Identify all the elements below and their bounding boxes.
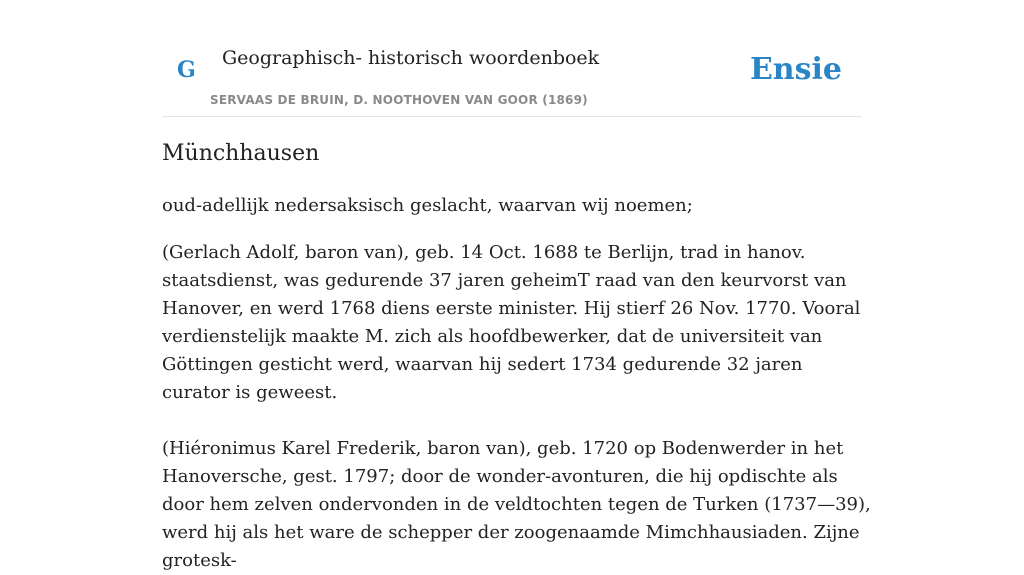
letter-badge[interactable]: G <box>177 57 196 83</box>
entry-title: Münchhausen <box>162 141 320 166</box>
entry-paragraph: (Hiéronimus Karel Frederik, baron van), geb. 1720 op Bodenwerder in het Hanoversche, gest. 1797; door de wonder-avonturen, die hij opdischte als door hem zelven ondervonden in de veldtochten tegen de Turken (1737—39), werd hij als het ware de schepper der zoogenaamde Mimchhausiaden. Zijne grotesk- <box>162 438 871 571</box>
book-authors: SERVAAS DE BRUIN, D. NOOTHOVEN VAN GOOR (1869) <box>210 93 588 107</box>
entry-content <box>162 138 872 575</box>
book-title[interactable]: Geographisch- historisch woordenboek <box>222 47 600 69</box>
header <box>162 0 862 117</box>
entry-paragraph: (Gerlach Adolf, baron van), geb. 14 Oct. 1688 te Berlijn, trad in hanov. staatsdienst, was gedurende 37 jaren geheimT raad van den keurvorst van Hanover, en werd 1768 diens eerste minister. Hij stierf 26 Nov. 1770. Vooral verdienstelijk maakte M. zich als hoofdbewerker, dat de universiteit van Göttingen gesticht werd, waarvan hij sedert 1734 gedurende 32 jaren curator is geweest. <box>162 242 861 403</box>
ensie-logo[interactable]: Ensie <box>749 52 842 87</box>
entry-intro: oud-adellijk nedersaksisch geslacht, waarvan wij noemen; <box>162 195 693 216</box>
